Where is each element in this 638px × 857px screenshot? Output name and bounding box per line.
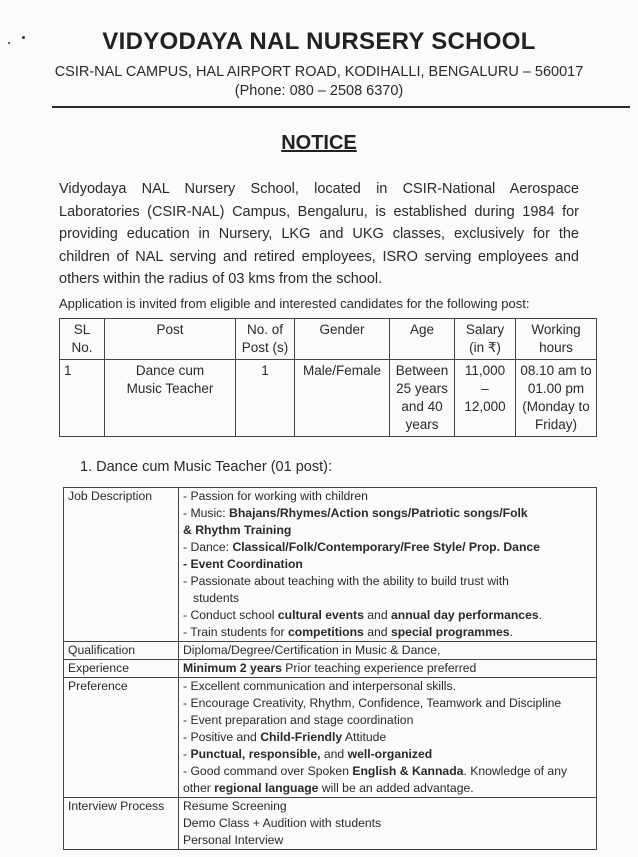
school-phone: (Phone: 080 – 2508 6370) xyxy=(234,83,404,99)
job-description-row xyxy=(64,488,597,642)
section-heading: 1. Dance cum Music Teacher (01 post): xyxy=(80,459,332,475)
job-description-value: - Passion for working with children - Music: Bhajans/Rhymes/Action songs/Patriotic songs/Folk & Rhythm Training - Dance: Classical/Folk/Contemporary/Free Style/ Prop. Dance - Event Coordination - Passionate about teaching with the ability to build trust with students - Conduct school cultural events and annual day performances. - Train students for competitions and special programmes. xyxy=(179,488,597,642)
table-row xyxy=(60,360,597,437)
preference-label: Preference xyxy=(64,678,179,798)
application-line: Application is invited from eligible and interested candidates for the following post: xyxy=(59,296,530,311)
preference-row xyxy=(64,678,597,798)
header-post: Post xyxy=(105,319,236,360)
school-address: CSIR-NAL CAMPUS, HAL AIRPORT ROAD, KODIHALLI, BENGALURU – 560017 xyxy=(54,64,584,80)
post-table xyxy=(59,318,597,437)
cell-age: Between 25 years and 40 years xyxy=(390,360,455,437)
job-description-label: Job Description xyxy=(64,488,179,642)
interview-process-label: Interview Process xyxy=(64,798,179,850)
cell-post: Dance cum Music Teacher xyxy=(105,360,236,437)
details-table xyxy=(63,487,597,850)
preference-value: - Excellent communication and interpersonal skills. - Encourage Creativity, Rhythm, Confidence, Teamwork and Discipline - Event preparation and stage coordination - Positive and Child-Friendly Attitude - Punctual, responsible, and well-organized - Good command over Spoken English & Kannada. Knowledge of any other regional language will be an added advantage. xyxy=(179,678,597,798)
header-sl: SL No. xyxy=(60,319,105,360)
header-num-posts: No. of Post (s) xyxy=(236,319,295,360)
interview-process-value: Resume Screening Demo Class + Audition with students Personal Interview xyxy=(179,798,597,850)
qualification-value: Diploma/Degree/Certification in Music & Dance, xyxy=(179,642,597,660)
header-age: Age xyxy=(390,319,455,360)
experience-label: Experience xyxy=(64,660,179,678)
cell-sl: 1 xyxy=(60,360,105,437)
post-table-header xyxy=(60,319,597,360)
interview-process-row xyxy=(64,798,597,850)
notice-title: NOTICE xyxy=(281,132,357,154)
experience-value: Minimum 2 years Prior teaching experience preferred xyxy=(179,660,597,678)
cell-working-hours: 08.10 am to 01.00 pm (Monday to Friday) xyxy=(516,360,597,437)
intro-paragraph: Vidyodaya NAL Nursery School, located in CSIR-National Aerospace Laboratories (CSIR-NAL) Campus, Bengaluru, is established during 1984 for providing education in Nursery, LKG and UKG classes, exclusively for the children of NAL serving and retired employees, ISRO serving employees and others within the radius of 03 kms from the school. xyxy=(59,181,579,288)
cell-salary: 11,000 – 12,000 xyxy=(455,360,516,437)
header-divider xyxy=(52,106,630,108)
cell-gender: Male/Female xyxy=(295,360,390,437)
header-salary: Salary (in ₹) xyxy=(455,319,516,360)
school-name: VIDYODAYA NAL NURSERY SCHOOL xyxy=(102,28,536,55)
qualification-label: Qualification xyxy=(64,642,179,660)
qualification-row xyxy=(64,642,597,660)
header-working-hours: Working hours xyxy=(516,319,597,360)
cell-num-posts: 1 xyxy=(236,360,295,437)
experience-row xyxy=(64,660,597,678)
header-gender: Gender xyxy=(295,319,390,360)
